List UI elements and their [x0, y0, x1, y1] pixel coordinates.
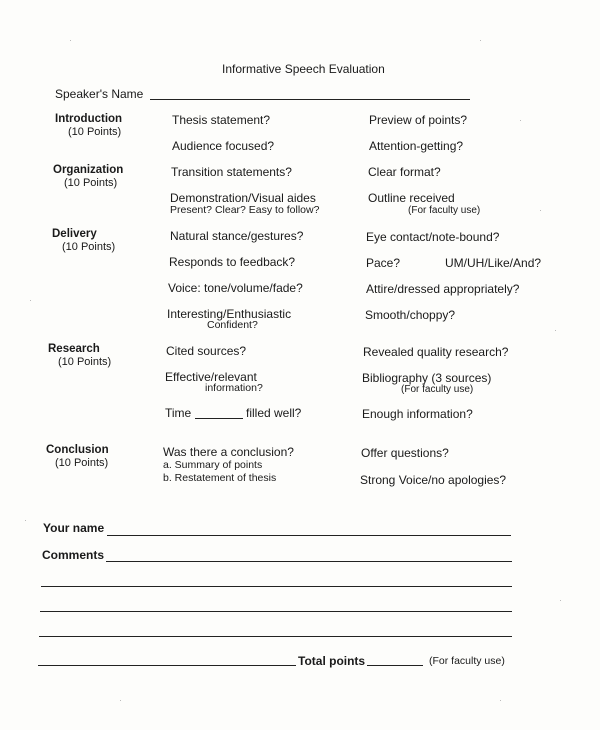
criterion-preview-of-points: Preview of points?	[369, 113, 468, 127]
section-research-title: Research	[48, 343, 100, 355]
criterion-outline-received: Outline received	[368, 191, 455, 205]
comments-label: Comments	[42, 548, 105, 562]
form-title: Informative Speech Evaluation	[222, 62, 385, 76]
comments-line-4[interactable]	[39, 636, 512, 637]
criterion-cited-sources: Cited sources?	[166, 344, 247, 358]
section-delivery-title: Delivery	[52, 228, 97, 240]
comments-line-1[interactable]	[106, 561, 512, 562]
criterion-attire: Attire/dressed appropriately?	[366, 282, 520, 296]
criterion-responds-to-feedback: Responds to feedback?	[169, 255, 296, 269]
criterion-demonstration-visual-aides: Demonstration/Visual aides	[170, 191, 316, 205]
section-introduction-points: (10 Points)	[68, 126, 122, 138]
section-organization-points: (10 Points)	[64, 177, 118, 189]
criterion-bibliography: Bibliography (3 sources)	[362, 371, 492, 385]
criterion-audience-focused: Audience focused?	[172, 139, 275, 153]
criterion-thesis-statement: Thesis statement?	[172, 113, 271, 127]
criterion-eye-contact: Eye contact/note-bound?	[366, 230, 500, 244]
criterion-clear-format: Clear format?	[368, 165, 441, 179]
criterion-present-clear-easy: Present? Clear? Easy to follow?	[170, 204, 320, 216]
speaker-name-field[interactable]	[150, 99, 470, 100]
section-research-points: (10 Points)	[58, 356, 112, 368]
time-field[interactable]	[195, 418, 243, 419]
criterion-restatement-of-thesis: b. Restatement of thesis	[163, 472, 277, 484]
criterion-smooth-choppy: Smooth/choppy?	[365, 308, 456, 322]
criterion-filled-well: filled well?	[246, 406, 302, 420]
section-delivery-points: (10 Points)	[62, 241, 116, 253]
your-name-label: Your name	[43, 521, 105, 535]
section-organization-title: Organization	[53, 164, 124, 176]
criterion-transition-statements: Transition statements?	[171, 165, 292, 179]
faculty-use-note: (For faculty use)	[408, 205, 481, 216]
faculty-use-note: (For faculty use)	[429, 655, 505, 667]
criterion-natural-stance: Natural stance/gestures?	[170, 229, 304, 243]
criterion-offer-questions: Offer questions?	[361, 446, 449, 460]
criterion-filler-words: UM/UH/Like/And?	[445, 256, 542, 270]
criterion-effective-relevant: Effective/relevant	[165, 370, 257, 384]
criterion-information: information?	[205, 382, 263, 394]
total-points-label: Total points	[298, 654, 366, 668]
criterion-revealed-quality-research: Revealed quality research?	[363, 345, 509, 359]
comments-line-5[interactable]	[38, 665, 296, 666]
faculty-use-note: (For faculty use)	[401, 384, 474, 395]
criterion-time-label: Time	[165, 406, 192, 420]
criterion-interesting-enthusiastic: Interesting/Enthusiastic	[167, 307, 292, 321]
criterion-voice: Voice: tone/volume/fade?	[168, 281, 303, 295]
total-points-field[interactable]	[367, 665, 423, 666]
criterion-pace: Pace?	[366, 256, 401, 270]
criterion-confident: Confident?	[207, 319, 258, 331]
criterion-strong-voice: Strong Voice/no apologies?	[360, 473, 507, 487]
criterion-was-there-conclusion: Was there a conclusion?	[163, 445, 294, 459]
section-conclusion-title: Conclusion	[46, 444, 109, 456]
criterion-enough-information: Enough information?	[362, 407, 473, 421]
section-introduction-title: Introduction	[55, 113, 123, 125]
speaker-name-label: Speaker's Name	[55, 87, 144, 101]
criterion-summary-of-points: a. Summary of points	[163, 459, 263, 471]
criterion-attention-getting: Attention-getting?	[369, 139, 464, 153]
comments-line-2[interactable]	[41, 586, 512, 587]
comments-line-3[interactable]	[40, 611, 512, 612]
your-name-field[interactable]	[107, 535, 511, 536]
section-conclusion-points: (10 Points)	[55, 457, 109, 469]
